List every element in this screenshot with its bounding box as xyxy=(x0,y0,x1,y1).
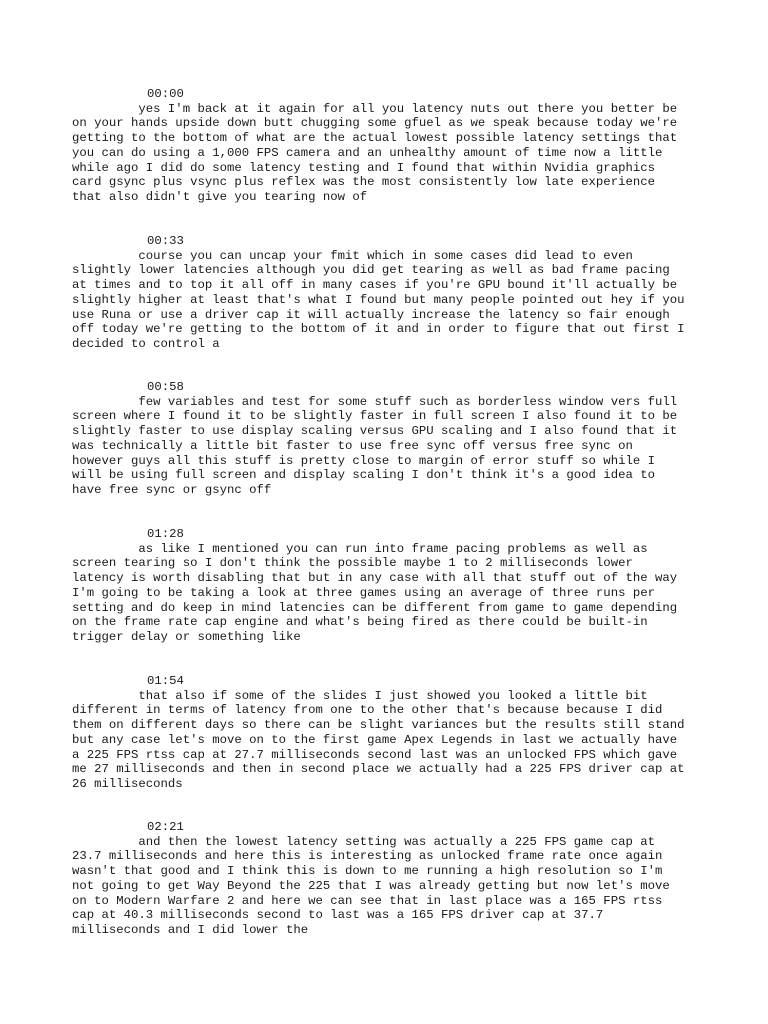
transcript-line: different in terms of latency from one to the other that's because because I did xyxy=(72,703,663,718)
transcript-line: wasn't that good and I think this is down to me running a high resolution so I'm xyxy=(72,864,663,879)
transcript-entry xyxy=(72,674,712,792)
transcript-line: have free sync or gsync off xyxy=(72,482,272,497)
timestamp: 00:00 xyxy=(147,87,184,101)
transcript-line: 23.7 milliseconds and here this is interesting as unlocked frame rate once again xyxy=(72,849,663,864)
transcript-line: few variables and test for some stuff such as borderless window vers full xyxy=(72,394,678,409)
transcript-line: trigger delay or something like xyxy=(72,629,301,644)
transcript-line: as like I mentioned you can run into frame pacing problems as well as xyxy=(72,541,648,556)
transcript-line: but any case let's move on to the first game Apex Legends in last we actually have xyxy=(72,732,678,747)
transcript-line: was technically a little bit faster to use free sync off versus free sync on xyxy=(72,438,633,453)
transcript-line: getting to the bottom of what are the actual lowest possible latency settings that xyxy=(72,131,678,146)
transcript-line: decided to control a xyxy=(72,336,220,351)
transcript-line: milliseconds and I did lower the xyxy=(72,922,309,937)
transcript-entry xyxy=(72,820,712,938)
transcript-line: that also if some of the slides I just showed you looked a little bit xyxy=(72,688,648,703)
transcript-entry xyxy=(72,527,712,645)
timestamp: 02:21 xyxy=(147,820,184,834)
transcript-entry xyxy=(72,234,712,352)
transcript-line: on the frame rate cap engine and what's being fired as there could be built-in xyxy=(72,615,648,630)
timestamp: 00:58 xyxy=(147,380,184,394)
transcript-line: card gsync plus vsync plus reflex was the most consistently low late experience xyxy=(72,175,655,190)
transcript-line: yes I'm back at it again for all you latency nuts out there you better be xyxy=(72,101,678,116)
transcript-line: screen where I found it to be slightly faster in full screen I also found it to be xyxy=(72,409,678,424)
transcript-entry xyxy=(72,380,712,498)
transcript-line: at times and to top it all off in many cases if you're GPU bound it'll actually be xyxy=(72,278,678,293)
transcript-line: a 225 FPS rtss cap at 27.7 milliseconds second last was an unlocked FPS which gave xyxy=(72,747,678,762)
transcript-line: slightly lower latencies although you did get tearing as well as bad frame pacing xyxy=(72,263,670,278)
timestamp: 01:54 xyxy=(147,674,184,688)
timestamp: 00:33 xyxy=(147,234,184,248)
transcript-line: off today we're getting to the bottom of it and in order to figure that out first I xyxy=(72,322,685,337)
transcript-line: cap at 40.3 milliseconds second to last was a 165 FPS driver cap at 37.7 xyxy=(72,908,604,923)
transcript-line: setting and do keep in mind latencies can be different from game to game depending xyxy=(72,600,678,615)
transcript-line: I'm going to be taking a look at three games using an average of three runs per xyxy=(72,585,655,600)
transcript-entry xyxy=(72,87,712,205)
transcript-line: however guys all this stuff is pretty close to margin of error stuff so while I xyxy=(72,453,655,468)
transcript-line: use Runa or use a driver cap it will actually increase the latency so fair enough xyxy=(72,307,670,322)
transcript-line: latency is worth disabling that but in any case with all that stuff out of the way xyxy=(72,571,678,586)
transcript-line: you can do using a 1,000 FPS camera and an unhealthy amount of time now a little xyxy=(72,145,663,160)
transcript-line: slightly higher at least that's what I found but many people pointed out hey if you xyxy=(72,292,685,307)
transcript-line: while ago I did do some latency testing and I found that within Nvidia graphics xyxy=(72,160,655,175)
transcript-line: on your hands upside down butt chugging some gfuel as we speak because today we're xyxy=(72,116,678,131)
transcript-line: slightly faster to use display scaling versus GPU scaling and I also found that it xyxy=(72,424,678,439)
transcript-line: on to Modern Warfare 2 and here we can see that in last place was a 165 FPS rtss xyxy=(72,893,663,908)
timestamp: 01:28 xyxy=(147,527,184,541)
transcript-line: not going to get Way Beyond the 225 that I was already getting but now let's move xyxy=(72,878,670,893)
transcript-line: and then the lowest latency setting was actually a 225 FPS game cap at xyxy=(72,834,655,849)
transcript-line: will be using full screen and display scaling I don't think it's a good idea to xyxy=(72,468,655,483)
transcript-line: them on different days so there can be slight variances but the results still stand xyxy=(72,718,685,733)
transcript-line: screen tearing so I don't think the possible maybe 1 to 2 milliseconds lower xyxy=(72,556,633,571)
transcript-line: that also didn't give you tearing now of xyxy=(72,189,368,204)
transcript-line: course you can uncap your fmit which in some cases did lead to even xyxy=(72,248,633,263)
transcript-line: me 27 milliseconds and then in second place we actually had a 225 FPS driver cap at xyxy=(72,762,685,777)
transcript-line: 26 milliseconds xyxy=(72,776,183,791)
